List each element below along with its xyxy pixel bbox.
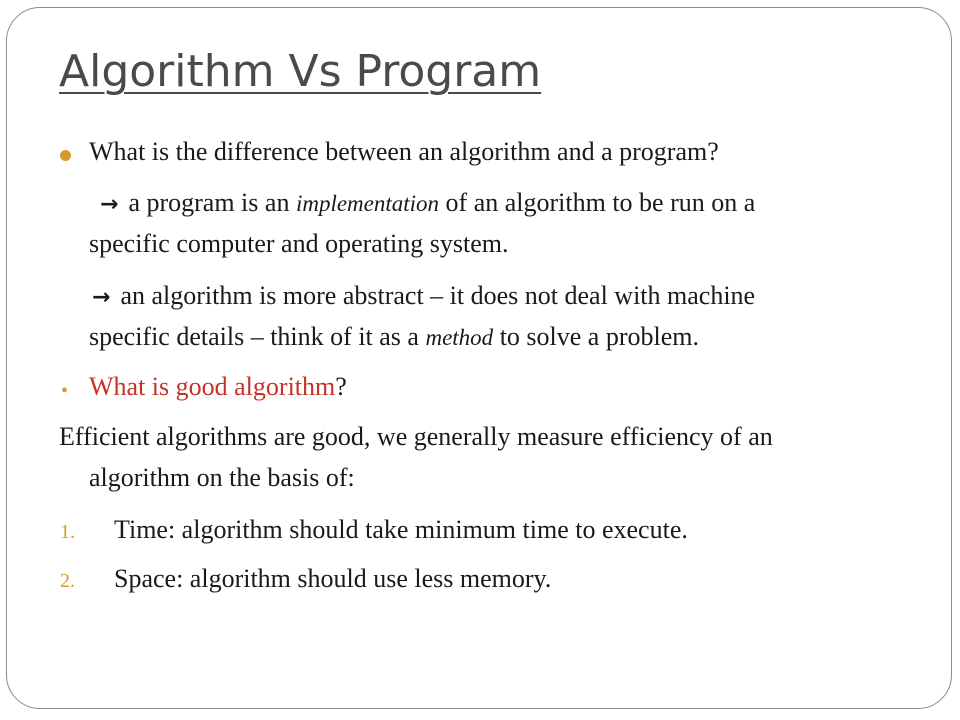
implementation-emphasis: implementation [295, 191, 440, 216]
list-number-2: 2. [60, 570, 75, 592]
good-algorithm-red-text: What is good algorithm [89, 372, 336, 401]
answer-program-text-end: of an algorithm to be run on a [439, 188, 756, 217]
bullet-small-icon: • [61, 380, 69, 402]
answer-algorithm-text2: specific details – think of it as a [89, 322, 426, 351]
efficiency-line1: Efficient algorithms are good, we generally measure efficiency of an [59, 422, 773, 451]
criterion-space: Space: algorithm should use less memory. [114, 564, 552, 593]
question-difference: What is the difference between an algorithm and a program? [89, 137, 719, 166]
answer-program-text: a program is an [128, 188, 296, 217]
answer-algorithm-text: an algorithm is more abstract – it does not deal with machine [120, 281, 756, 310]
criterion-time: Time: algorithm should take minimum time to execute. [114, 515, 688, 544]
method-emphasis: method [425, 325, 494, 350]
arrow-right-icon: → [100, 192, 119, 217]
efficiency-line2: algorithm on the basis of: [89, 463, 355, 492]
answer-algorithm-text3: to solve a problem. [493, 322, 699, 351]
question-good-algorithm [89, 372, 347, 402]
answer-algorithm-line2 [89, 322, 699, 352]
slide-title: Algorithm Vs Program [59, 46, 542, 97]
list-number-1: 1. [60, 521, 75, 543]
arrow-right-icon: → [92, 285, 111, 310]
question-mark: ? [335, 372, 347, 401]
answer-algorithm-line1 [92, 281, 755, 311]
answer-program-line2: specific computer and operating system. [89, 229, 509, 258]
answer-program-line1 [100, 188, 755, 218]
